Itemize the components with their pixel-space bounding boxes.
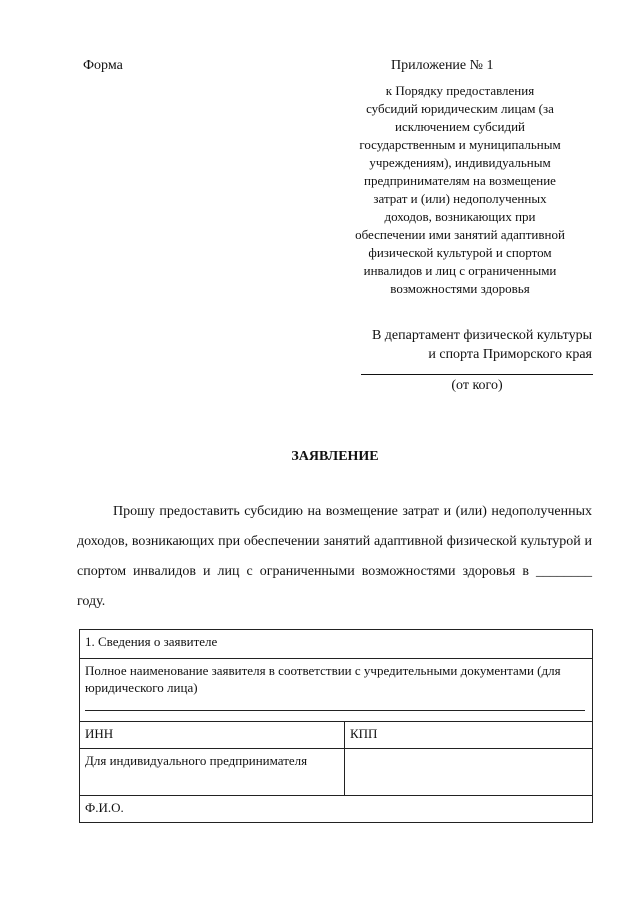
table-row xyxy=(80,796,593,823)
appendix-line: физической культурой и спортом xyxy=(368,245,552,260)
addressee-department xyxy=(300,326,592,364)
appendix-title: Приложение № 1 xyxy=(391,58,494,73)
table-row xyxy=(80,722,593,749)
full-name-label: Полное наименование заявителя в соответствии с учредительными документами (для юридического лица) xyxy=(85,663,561,695)
appendix-line: возможностями здоровья xyxy=(390,281,530,296)
document-title: ЗАЯВЛЕНИЕ xyxy=(291,449,379,464)
appendix-line: субсидий юридическим лицам (за xyxy=(366,101,554,116)
appendix-line: доходов, возникающих при xyxy=(384,209,536,224)
table-row xyxy=(80,749,593,796)
appendix-line: учреждениям), индивидуальным xyxy=(369,155,551,170)
appendix-line: к Порядку предоставления xyxy=(385,83,535,98)
from-blank-line[interactable] xyxy=(361,374,593,375)
full-name-cell[interactable] xyxy=(80,659,593,722)
appendix-description xyxy=(318,82,602,298)
appendix-line: обеспечении ими занятий адаптивной xyxy=(355,227,565,242)
table-row xyxy=(80,630,593,659)
appendix-line: затрат и (или) недополученных xyxy=(373,191,547,206)
appendix-line: государственным и муниципальным xyxy=(359,137,561,152)
kpp-cell[interactable] xyxy=(345,722,593,749)
applicant-info-table xyxy=(79,629,593,823)
fio-cell[interactable] xyxy=(80,796,593,823)
department-line: и спорта Приморского края xyxy=(428,347,592,362)
fio-label: Ф.И.О. xyxy=(85,800,124,815)
kpp-label: КПП xyxy=(350,726,378,741)
department-line: В департамент физической культуры xyxy=(371,328,592,343)
appendix-line: инвалидов и лиц с ограниченными xyxy=(363,263,557,278)
form-label: Форма xyxy=(83,58,123,73)
appendix-line: предпринимателям на возмещение xyxy=(364,173,556,188)
application-body: Прошу предоставить субсидию на возмещение затрат и (или) недополученных доходов, возникающих при обеспечении занятий адаптивной физической культурой и спортом инвалидов и лиц с ограниченными возможностями здоровья в ________ году. xyxy=(77,504,592,609)
inn-cell[interactable] xyxy=(80,722,345,749)
ip-label: Для индивидуального предпринимателя xyxy=(85,753,308,768)
full-name-blank-line[interactable] xyxy=(85,710,585,711)
from-caption: (от кого) xyxy=(451,378,503,393)
ip-cell xyxy=(80,749,345,796)
appendix-line: исключением субсидий xyxy=(394,119,525,134)
table-row xyxy=(80,659,593,722)
inn-label: ИНН xyxy=(85,726,114,741)
section-heading: 1. Сведения о заявителе xyxy=(85,634,218,649)
ip-value-cell[interactable] xyxy=(345,749,593,796)
section-heading-cell xyxy=(80,630,593,659)
